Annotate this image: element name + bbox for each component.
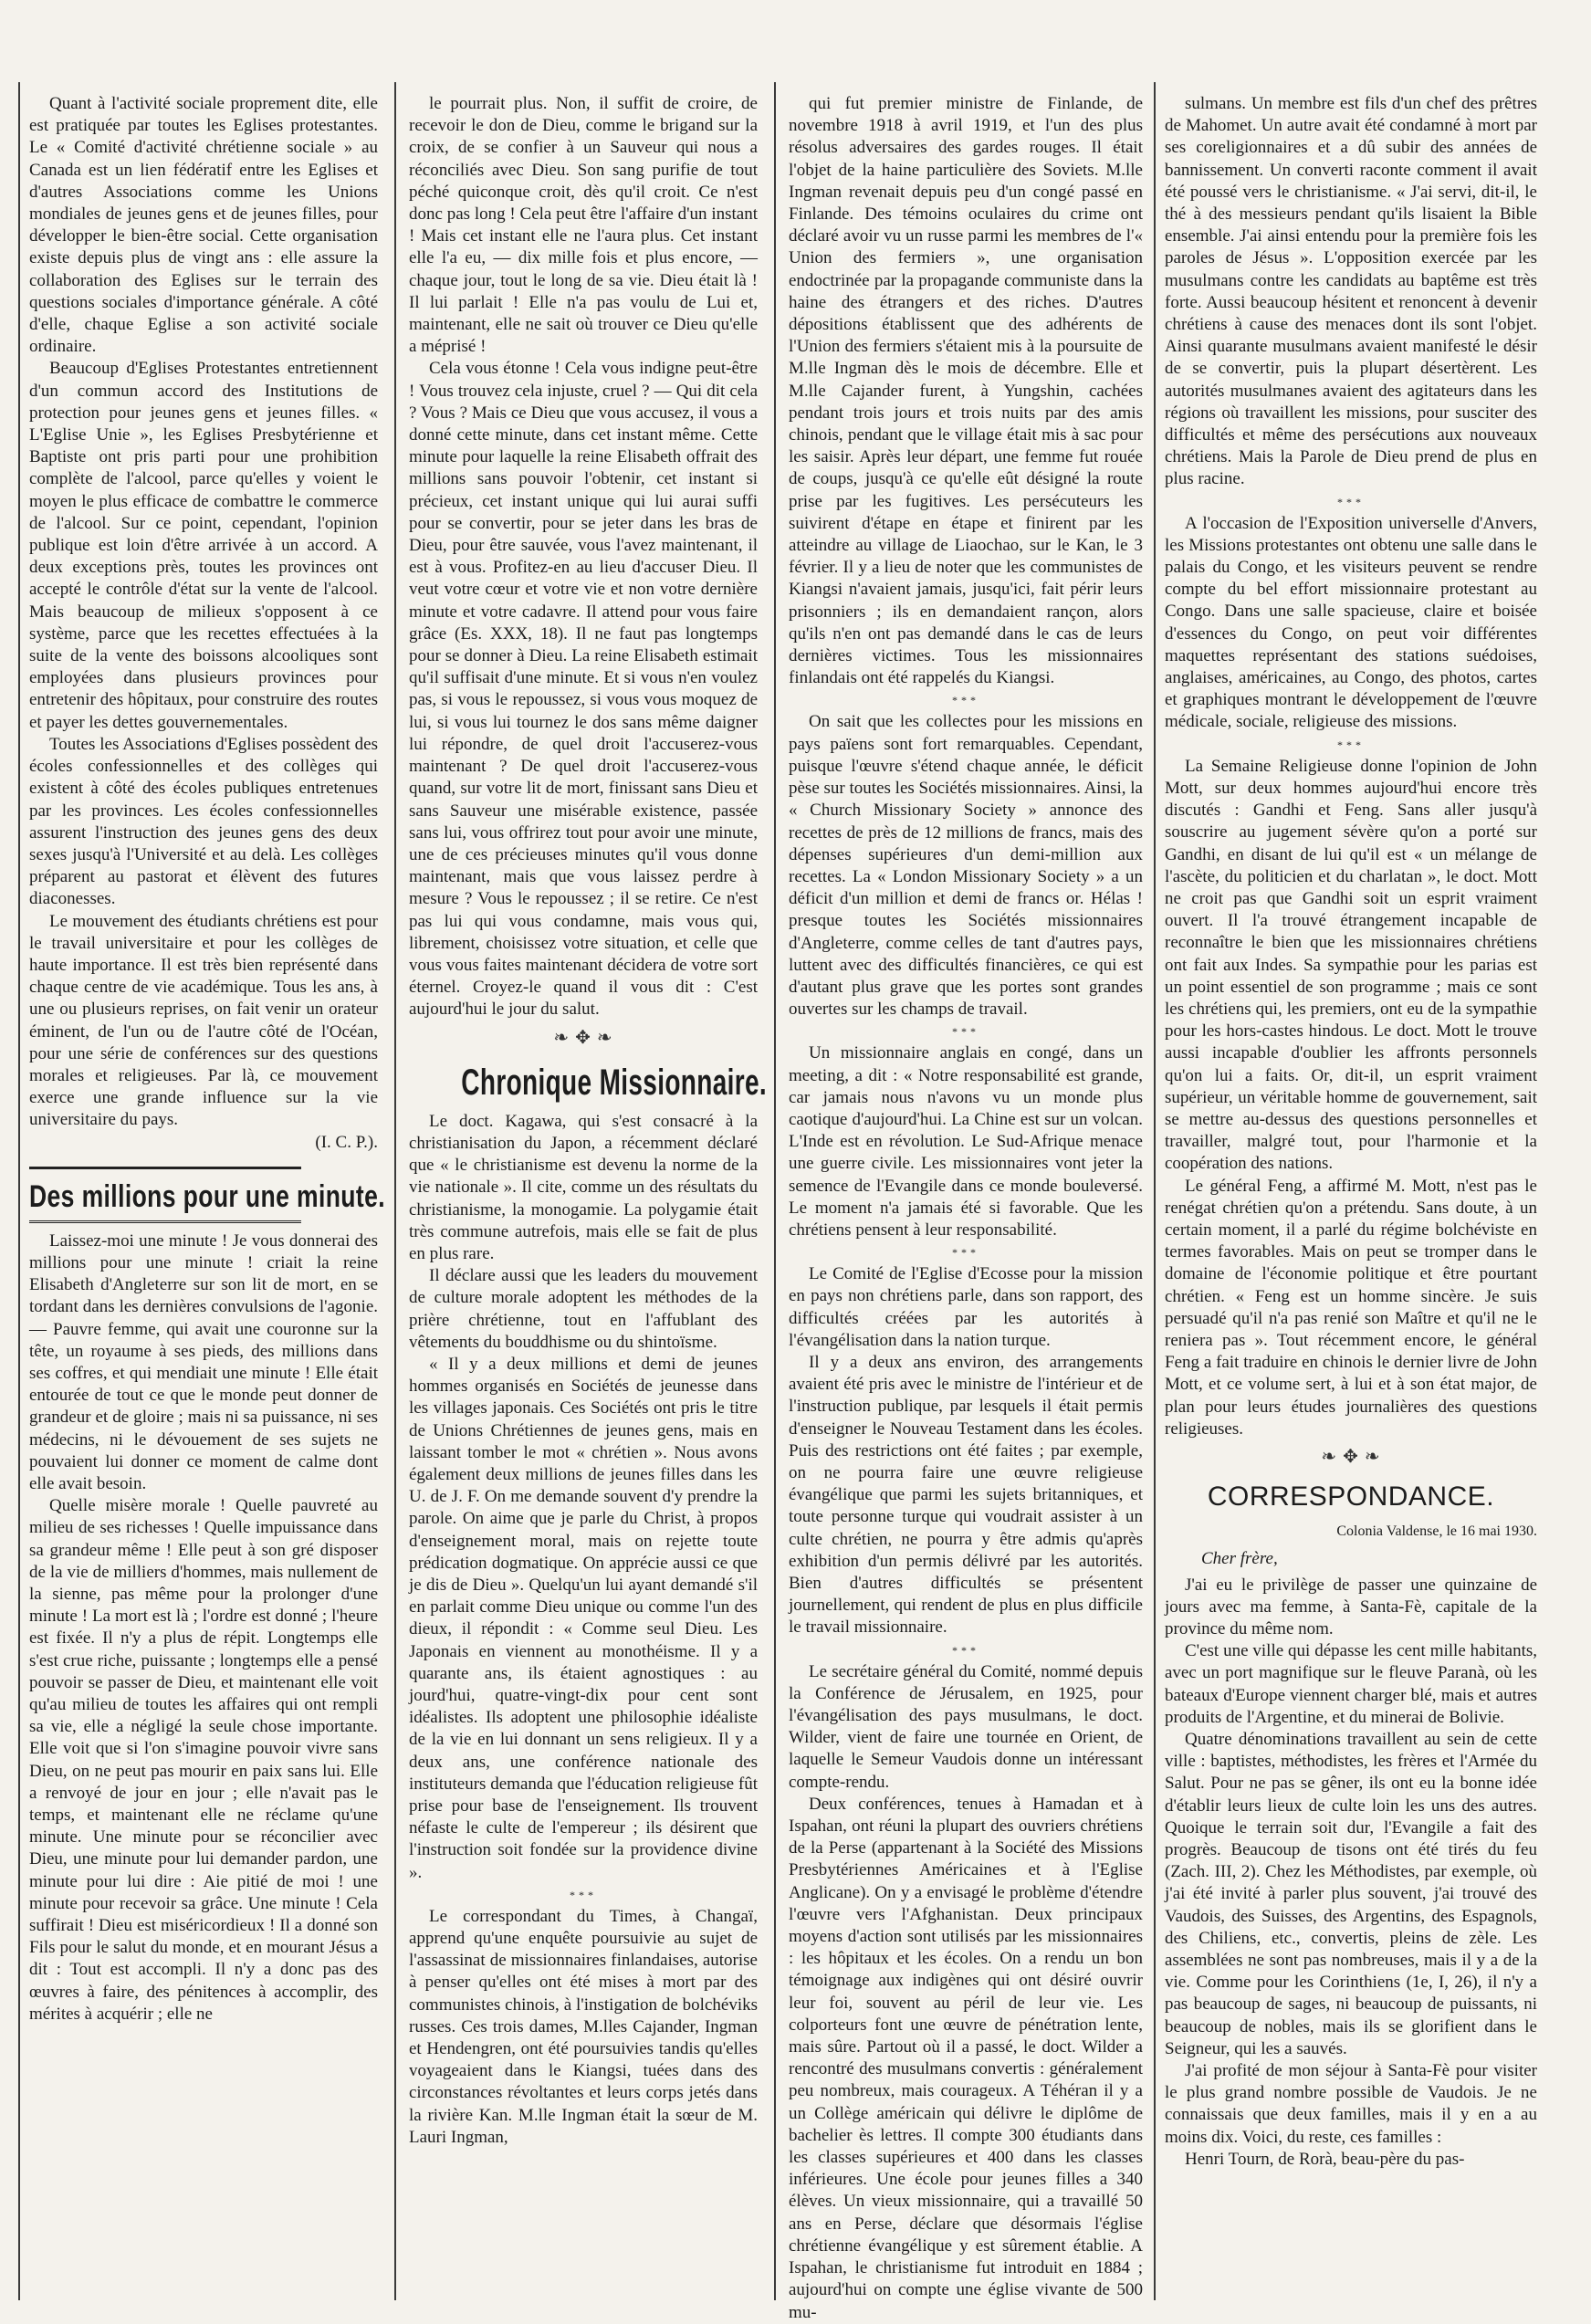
paragraph: Le doct. Kagawa, qui s'est consacré à la christianisation du Japon, a récemment déclaré que « le christianisme est devenu la norme de la vie nationale ». Il cite, comme un des résultats du christianisme, la monogamie. La polygamie était très commune autrefois, mais elle se fait de plus en plus rare. xyxy=(409,1111,758,1263)
newspaper-page xyxy=(18,37,1573,2322)
paragraph: On sait que les collectes pour les missions en pays païens sont fort remarquables. Cependant, puisque l'œuvre s'étend chaque année, le déficit pèse sur toutes les Sociétés missionnaires. Ainsi, la « Church Missionary Society » annonce des recettes de près de 12 millions de francs, mais des dépenses supérieures d'un demi-million aux recettes. La « London Missionary Society » a un déficit d'un million et demi de francs or. Hélas ! presque toutes les Sociétés missionnaires d'Angleterre, comme celles de tant d'autres pays, luttent avec des difficultés financières, ce qui est d'autant plus grave que les portes sont grandes ouvertes sur les champs de travail. xyxy=(789,712,1143,1020)
paragraph: J'ai profité de mon séjour à Santa-Fè pour visiter le plus grand nombre possible de Vaudois. Je ne connaissais que deux familles, mais il y en a au moins dix. Voici, du reste, ces familles : xyxy=(1165,2061,1537,2147)
paragraph: Le Comité de l'Eglise d'Ecosse pour la mission en pays non chrétiens parle, dans son rapport, des difficultés créées par les autorités à l'évangélisation dans la nation turque. xyxy=(789,1264,1143,1350)
paragraph: le pourrait plus. Non, il suffit de croire, de recevoir le don de Dieu, comme le brigand sur la croix, de se confier à un Sauveur qui nous a réconciliés avec Dieu. Son sang purifie de tout péché quiconque croit, dès qu'il croit. Ce n'est donc pas long ! Cela peut être l'affaire d'un instant ! Mais cet instant elle ne l'aura plus. Cet instant elle l'a eu, — dix mille fois et plus encore, — chaque jour, tout le long de sa vie. Dieu était là ! Il lui parlait ! Elle n'a pas voulu de Lui et, maintenant, elle ne sait où trouver ce Dieu qu'elle a méprisé ! xyxy=(409,94,758,357)
paragraph: Quatre dénominations travaillent au sein de cette ville : baptistes, méthodistes, les frères et l'Armée du Salut. Pour ne pas se gêner, ils ont eu la bonne idée d'établir leurs lieux de culte loin les uns des autres. Quoique le terrain soit dur, l'Evangile a fait des progrès. Beaucoup de tisons ont été tirés du feu (Zach. III, 2). Chez les Méthodistes, par exemple, où j'ai été invité à parler plus souvent, j'ai trouvé des Vaudois, des Suisses, des Argentins, des Espagnols, des Chiliens, etc., convertis, pleins de zèle. Les assemblées ne sont pas nombreuses, mais il y a de la vie. Comme pour les Corinthiens (1e, I, 26), il n'y a pas beaucoup de sages, ni beaucoup de puissants, ni beaucoup de nobles, mais ils se glorifient dans le Seigneur, qui les a sauvés. xyxy=(1165,1730,1537,2058)
ornament-divider: ❧ ✥ ❧ xyxy=(1321,1446,1381,1467)
paragraph: Cela vous étonne ! Cela vous indigne peut-être ! Vous trouvez cela injuste, cruel ? — Qui dit cela ? Vous ? Mais ce Dieu que vous accusez, il vous a donné cette minute, dans cet instant même. Cette minute pour laquelle la reine Elisabeth offrait des millions sans pouvoir l'obtenir, cet instant si précieux, cet instant unique qui lui aurai suffi pour se convertir, pour se jeter dans les bras de Dieu, pour être sauvée, vous l'avez maintenant, il est à vous. Profitez-en au lieu d'accuser Dieu. Il veut votre cœur et votre vie et non votre dernière minute et votre cadavre. Il attend pour vous faire grâce (Es. XXX, 18). Il ne faut pas longtemps pour se donner à Dieu. La reine Elisabeth estimait qu'il suffisait d'une minute. Et si vous n'en voulez pas, si vous le repoussez, si vous vous moquez de lui, si vous lui tournez le dos sans même daigner lui répondre, de quel droit l'accuserez-vous maintenant ? De quel droit l'accuserez-vous quand, sur votre lit de mort, finissant sans Dieu et sans Sauveur une misérable existence, passée sans lui, vous offrirez tout pour avoir une minute, une de ces précieuses minutes qu'il vous donne maintenant, mais que vous laissez perdre à mesure ? Vous le repoussez ; il se retire. Ce n'est pas lui qui vous condamne, mais vous qui, librement, choisissez votre situation, et celle que vous vous faites maintenant décidera de votre sort éternel. Croyez-le quand il vous dit : C'est aujourd'hui le jour du salut. xyxy=(409,359,758,1020)
section-separator: *** xyxy=(952,694,979,707)
paragraph: Le correspondant du Times, à Changaï, apprend qu'une enquête poursuivie au sujet de l'assassinat de missionnaires finlandaises, autorise à penser qu'elles ont été mises à mort par des communistes chinois, à l'instigation de bolchéviks russes. Ces trois dames, M.lles Cajander, Ingman et Hendengren, ont été poursuivies tandis qu'elles voyageaient dans le Kiangsi, tuées dans des circonstances révoltantes et leurs corps jetés dans la rivière Kan. M.lle Ingman était la sœur de M. Lauri Ingman, xyxy=(409,1906,758,2147)
paragraph: Henri Tourn, de Rorà, beau-père du pas- xyxy=(1185,2149,1465,2169)
letter-date: Colonia Valdense, le 16 mai 1930. xyxy=(1336,1523,1537,1540)
paragraph: Quant à l'activité sociale proprement dite, elle est pratiquée par toutes les Eglises protestantes. Le « Comité d'activité chrétienne sociale » au Canada est un lien fédératif entre les Eglises et d'autres Associations comme les Unions mondiales de jeunes gens et de jeunes filles, pour développer le bien-être social. Cette organisation existe depuis plus de vingt ans : elle assure la collaboration des Eglises sur le terrain des questions sociales d'importance générale. A côté d'elle, chaque Eglise a son activité sociale ordinaire. xyxy=(29,94,378,357)
section-title: CORRESPONDANCE. xyxy=(1207,1481,1495,1513)
ornament-divider: ❧ ✥ ❧ xyxy=(553,1027,613,1048)
article-title: Des millions pour une minute. xyxy=(29,1167,301,1223)
paragraph: Deux conférences, tenues à Hamadan et à Ispahan, ont réuni la plupart des ouvriers chrétiens de la Perse (appartenant à la Société des Missions Presbytériennes Américaines et à l'Eglise Anglicane). On y a envisagé le problème d'étendre l'œuvre vers l'Afghanistan. Deux principaux moyens d'action sont utilisés par les missionnaires : les hôpitaux et les écoles. On a rendu un bon témoignage aux indigènes qui ont désiré ouvrir leur foi, souvent au péril de leur vie. Les colporteurs font une œuvre de pénétration lente, mais sûre. Partout où il a passé, le doct. Wilder a rencontré des musulmans convertis : généralement peu nombreux, mais courageux. A Téhéran il y a un Collège américain qui délivre le diplôme de bachelier ès lettres. Il compte 300 étudiants dans les classes supérieures et 400 dans les classes inférieures. Une école pour jeunes filles a 340 élèves. Un vieux missionnaire, qui a travaillé 50 ans en Perse, déclare que désormais l'église chrétienne évangélique y est sûrement établie. A Ispahan, le christianisme fut introduit en 1884 ; aujourd'hui on compte une église vivante de 500 mu- xyxy=(789,1794,1143,2322)
paragraph: A l'occasion de l'Exposition universelle d'Anvers, les Missions protestantes ont obtenu une salle dans le palais du Congo, et les visiteurs peuvent se rendre compte du bel effort missionnaire protestant au Congo. Dans une salle spacieuse, claire et boisée d'essences du Congo, on peut voir différentes maquettes représentant des stations suédoises, anglaises, américaines, au Congo, des photos, cartes et graphiques montrant le développement de l'œuvre médicale, sociale, religieuse des missions. xyxy=(1165,513,1537,732)
column-rule xyxy=(394,82,396,2300)
section-separator: *** xyxy=(952,1643,979,1657)
paragraph: Beaucoup d'Eglises Protestantes entretiennent d'un commun accord des Institutions de protection pour jeunes gens et jeunes filles. « L'Eglise Unie », les Eglises Presbytérienne et Baptiste ont pris parti pour une prohibition complète de l'alcool, parce qu'elles y voient le moyen le plus efficace de combattre le commerce de l'alcool. Sur ce point, cependant, l'opinion publique est loin d'être arrivée à un accord. A deux exceptions près, toutes les provinces ont accepté le contrôle d'état sur la vente de l'alcool. Mais beaucoup de milieux s'opposent à ce système, parce que les recettes effectuées à la suite de la vente des boissons alcooliques sont employées dans plusieurs provinces pour entretenir des hôpitaux, pour construire des routes et payer les dettes gouvernementales. xyxy=(29,359,378,732)
paragraph: Quelle misère morale ! Quelle pauvreté au milieu de ses richesses ! Quelle impuissance dans sa grandeur même ! Elle peut à son gré disposer de la vie de milliers d'hommes, mais nullement de la sienne, pas même pour la prolonger d'une minute ! La mort est là ; l'ordre est donné ; l'heure est fixée. Il n'y a plus de répit. Longtemps elle s'est crue riche, puissante ; longtemps elle a pensé pouvoir se passer de Dieu, et maintenant elle voit qu'au milieu de toutes les affaires qui ont rempli sa vie, elle a négligé la seule chose importante. Elle voit que si l'on s'imagine pouvoir vivre sans Dieu, on ne peut pas mourir en paix sans lui. Elle a renvoyé de jour en jour ; elle n'avait pas le temps, et maintenant elle ne réclame qu'une minute. Une minute pour se réconcilier avec Dieu, une minute pour lui demander pardon, une minute pour lui dire : Aie pitié de moi ! une minute pour recevoir sa grâce. Une minute ! Cela suffirait ! Dieu est miséricordieux ! Il a donné son Fils pour le salut du monde, et en mourant Jésus a dit : Tout est accompli. Il n'y a donc pas des œuvres à faire, des pénitences à accomplir, des mérites à acquérir ; elle ne xyxy=(29,1496,378,2024)
paragraph: sulmans. Un membre est fils d'un chef des prêtres de Mahomet. Un autre avait été condamné à mort par ses coreligionnaires et a dû subir des années de bannissement. Un converti raconte comment il avait été poussé vers le christianisme. « J'ai servi, dit-il, le thé à des messieurs pendant qu'ils lisaient la Bible ensemble. J'ai ainsi entendu pour la première fois les paroles de Jésus ». L'opposition exercée par les musulmans contre les candidats au baptême est très forte. Aussi beaucoup hésitent et renoncent à devenir chrétiens à cause des menaces dont ils sont l'objet. Ainsi quarante musulmans avaient manifesté le désir de se convertir, puis la plupart désertèrent. Les autorités musulmanes avaient des agitateurs dans les régions où travaillent les missions, pour susciter des difficultés et même des persécutions aux nouveaux chrétiens. Mais la Parole de Dieu prend de plus en plus racine. xyxy=(1165,94,1537,489)
column-rule xyxy=(1154,82,1156,2300)
column-rule xyxy=(774,82,776,2300)
paragraph: La Semaine Religieuse donne l'opinion de John Mott, sur deux hommes aujourd'hui encore très discutés : Gandhi et Feng. Sans aller jusqu'à souscrire au jugement sévère qu'on a porté sur Gandhi, en disant de lui qu'il est « un mélange de l'ascète, du politicien et du charlatan », le doct. Mott ne croit pas que Gandhi soit un esprit vraiment ouvert. Il l'a trouvé étrangement incapable de reconnaître le bien que les missionnaires chrétiens ont fait aux Indes. Sa sympathie pour les parias est un point essentiel de son programme ; mais ce sont les chrétiens qui, les premiers, ont eu de la sympathie pour les hors-castes hindous. Le doct. Mott le trouve aussi incapable d'oublier les affronts personnels qu'on lui a faits. Or, dit-il, un esprit vraiment supérieur, un véritable homme de gouvernement, sait se mettre au-dessus des questions personnelles et travailler, malgré tout, pour l'harmonie et la coopération des nations. xyxy=(1165,756,1537,1174)
paragraph: C'est une ville qui dépasse les cent mille habitants, avec un port magnifique sur le fleuve Paranà, où les bateaux d'Europe viennent charger blé, mais et autres produits de l'Argentine, et du minerai de Bolivie. xyxy=(1165,1641,1537,1727)
paragraph: qui fut premier ministre de Finlande, de novembre 1918 à avril 1919, et l'un des plus résolus adversaires des gardes rouges. Il était l'objet de la haine particulière des Soviets. M.lle Ingman revenait depuis peu d'un congé passé en Finlande. Des témoins oculaires du crime ont déclaré avoir vu un russe parmi les membres de l'« Union des fermiers », une organisation endoctrinée par la propagande communiste dans la haine des étrangers et des riches. D'autres dépositions établissent que des adhérents de l'Union des fermiers s'étaient mis à la poursuite de M.lle Ingman dès le mois de décembre. Elle et M.lle Cajander furent, à Yungshin, cachées pendant trois jours et trois nuits par des amis chinois, pendant que le village était mis à sac pour les saisir. Après leur départ, une femme fut rouée de coups, jusqu'à ce qu'elle eût désigné la route prise par les fugitives. Les persécuteurs les suivirent d'étape en étape et finirent par les atteindre au village de Liaochao, sur le Kan, le 3 février. Il y a lieu de noter que les communistes de Kiangsi n'avaient jamais, jusqu'ici, fait périr leurs prisonniers ; ils en demandaient rançon, alors qu'ils n'en ont pas demandé dans le cas de leurs dernières victimes. Tous les missionnaires finlandais ont été rappelés du Kiangsi. xyxy=(789,94,1143,688)
paragraph: Toutes les Associations d'Eglises possèdent des écoles confessionnelles et des collèges qui existent à côté des écoles publiques entretenues par les provinces. Les écoles confessionnelles assurent l'instruction des jeunes gens des deux sexes jusqu'à l'Université et au delà. Les collèges préparent au pastorat et élèvent des futures diaconesses. xyxy=(29,734,378,909)
column-rule xyxy=(18,82,20,2300)
section-title: Chronique Missionnaire. xyxy=(461,1062,768,1103)
section-separator: *** xyxy=(1337,495,1365,508)
paragraph: Le secrétaire général du Comité, nommé depuis la Conférence de Jérusalem, en 1925, pour l'évangélisation des pays musulmans, le doct. Wilder, vient de faire une tournée en Orient, de laquelle le Semeur Vaudois donne un intéressant compte-rendu. xyxy=(789,1661,1143,1792)
article-signature: (I. C. P.). xyxy=(315,1132,378,1152)
paragraph: Il déclare aussi que les leaders du mouvement de culture morale adoptent les méthodes de la prière chrétienne, tout en l'affublant des vêtements du bouddhisme ou du shintoïsme. xyxy=(409,1266,758,1352)
paragraph: Le mouvement des étudiants chrétiens est pour le travail universitaire et pour les collèges de haute importance. Il est très bien représenté dans chaque centre de vie académique. Tous les ans, à une ou plusieurs reprises, on fait venir un orateur éminent, de l'un ou de l'autre côté de l'Océan, pour une série de conférences sur des questions morales et religieuses. Par là, ce mouvement exerce une grande influence sur la vie universitaire du pays. xyxy=(29,911,378,1130)
section-separator: *** xyxy=(952,1025,979,1039)
section-separator: *** xyxy=(1337,738,1365,751)
paragraph: Le général Feng, a affirmé M. Mott, n'est pas le renégat chrétien qu'on a prétendu. Sans doute, à un certain moment, il a parlé du régime bolchéviste en termes favorables. Mais on peut se tromper dans le domaine de l'économie politique et être pourtant chrétien. « Feng est un homme sincère. Je suis persuadé qu'il n'a pas renié son Maître et qu'il ne le reniera pas ». Tout récemment encore, le général Feng a fait traduire en chinois le dernier livre de John Mott, et ce volume sert, à lui et à son état major, de plan pour leurs études journalières des questions religieuses. xyxy=(1165,1176,1537,1439)
paragraph: « Il y a deux millions et demi de jeunes hommes organisés en Sociétés de jeunesse dans les villages japonais. Ces Sociétés ont pris le titre de Unions Chrétiennes de jeunes gens, mais en laissant tomber le mot « chrétien ». Nous avons également deux millions de jeunes filles dans les U. de J. F. On me demande souvent d'y prendre la parole. On aime que je parle du Christ, à propos d'enseignement moral, mais on rejette toute prédication dogmatique. On apprécie aussi ce que je dis de Dieu ». Quelqu'un lui ayant demandé s'il en parlait comme Dieu unique ou comme l'un des dieux, il répondit : « Comme seul Dieu. Les Japonais en viennent au monothéisme. Il y a quarante ans, ils étaient agnostiques : au jourd'hui, quatre-vingt-dix pour cent sont idéalistes. Ils adoptent une philosophie idéaliste de la vie en lui donnant un sens religieux. Il y a deux ans, une conférence nationale des instituteurs demanda que l'éducation religieuse fût prise pour base de l'enseignement. Ils trouvent néfaste le culte de l'empereur ; ils désirent que l'instruction soit fondée sur la providence divine ». xyxy=(409,1354,758,1882)
column-1 xyxy=(29,93,385,2300)
letter-salutation: Cher frère, xyxy=(1201,1549,1278,1569)
paragraph: Laissez-moi une minute ! Je vous donnerai des millions pour une minute ! criait la reine Elisabeth d'Angleterre sur son lit de mort, en se tordant dans les dernières convulsions de l'agonie. — Pauvre femme, qui avait une couronne sur la tête, un royaume à ses pieds, des millions dans ses coffres, et qui mendiait une minute ! Elle était entourée de tout ce que le monde peut donner de grandeur et de gloire ; mais ni sa puissance, ni ses médecins, ni le dévouement de ses sujets ne pouvaient lui donner ce moment de calme dont elle avait besoin. xyxy=(29,1230,378,1493)
section-separator: *** xyxy=(570,1888,597,1901)
paragraph: J'ai eu le privilège de passer une quinzaine de jours avec ma femme, à Santa-Fè, capitale de la province du même nom. xyxy=(1165,1575,1537,1638)
column-3 xyxy=(789,93,1143,2322)
section-separator: *** xyxy=(952,1246,979,1260)
paragraph: Un missionnaire anglais en congé, dans un meeting, a dit : « Notre responsabilité est grande, car jamais nous n'avons vu un monde plus caotique d'aujourd'hui. La Chine est sur un volcan. L'Inde est en révolution. Le Sud-Afrique menace une guerre civile. Les missionnaires vont jeter la semence de l'Evangile dans ce monde bouleversé. Le moment n'a jamais été si favorable. Que les chrétiens pensent à leur responsabilité. xyxy=(789,1043,1143,1240)
column-4 xyxy=(1165,93,1537,2300)
column-2 xyxy=(409,93,768,2300)
paragraph: Il y a deux ans environ, des arrangements avaient été pris avec le ministre de l'intérieur et de l'instruction publique, par lesquels il était permis d'enseigner le Nouveau Testament dans les écoles. Puis des restrictions ont été faites ; par exemple, on ne pourra faire une œuvre religieuse évangélique que parmi les sujets britanniques, et toute personne turque qui voudrait assister à un culte chrétien, ne pourra y être admis qu'après exhibition d'un permis délivré par les autorités. Bien d'autres difficultés se présentent journellement, qui rendent de plus en plus difficile le travail missionnaire. xyxy=(789,1352,1143,1638)
